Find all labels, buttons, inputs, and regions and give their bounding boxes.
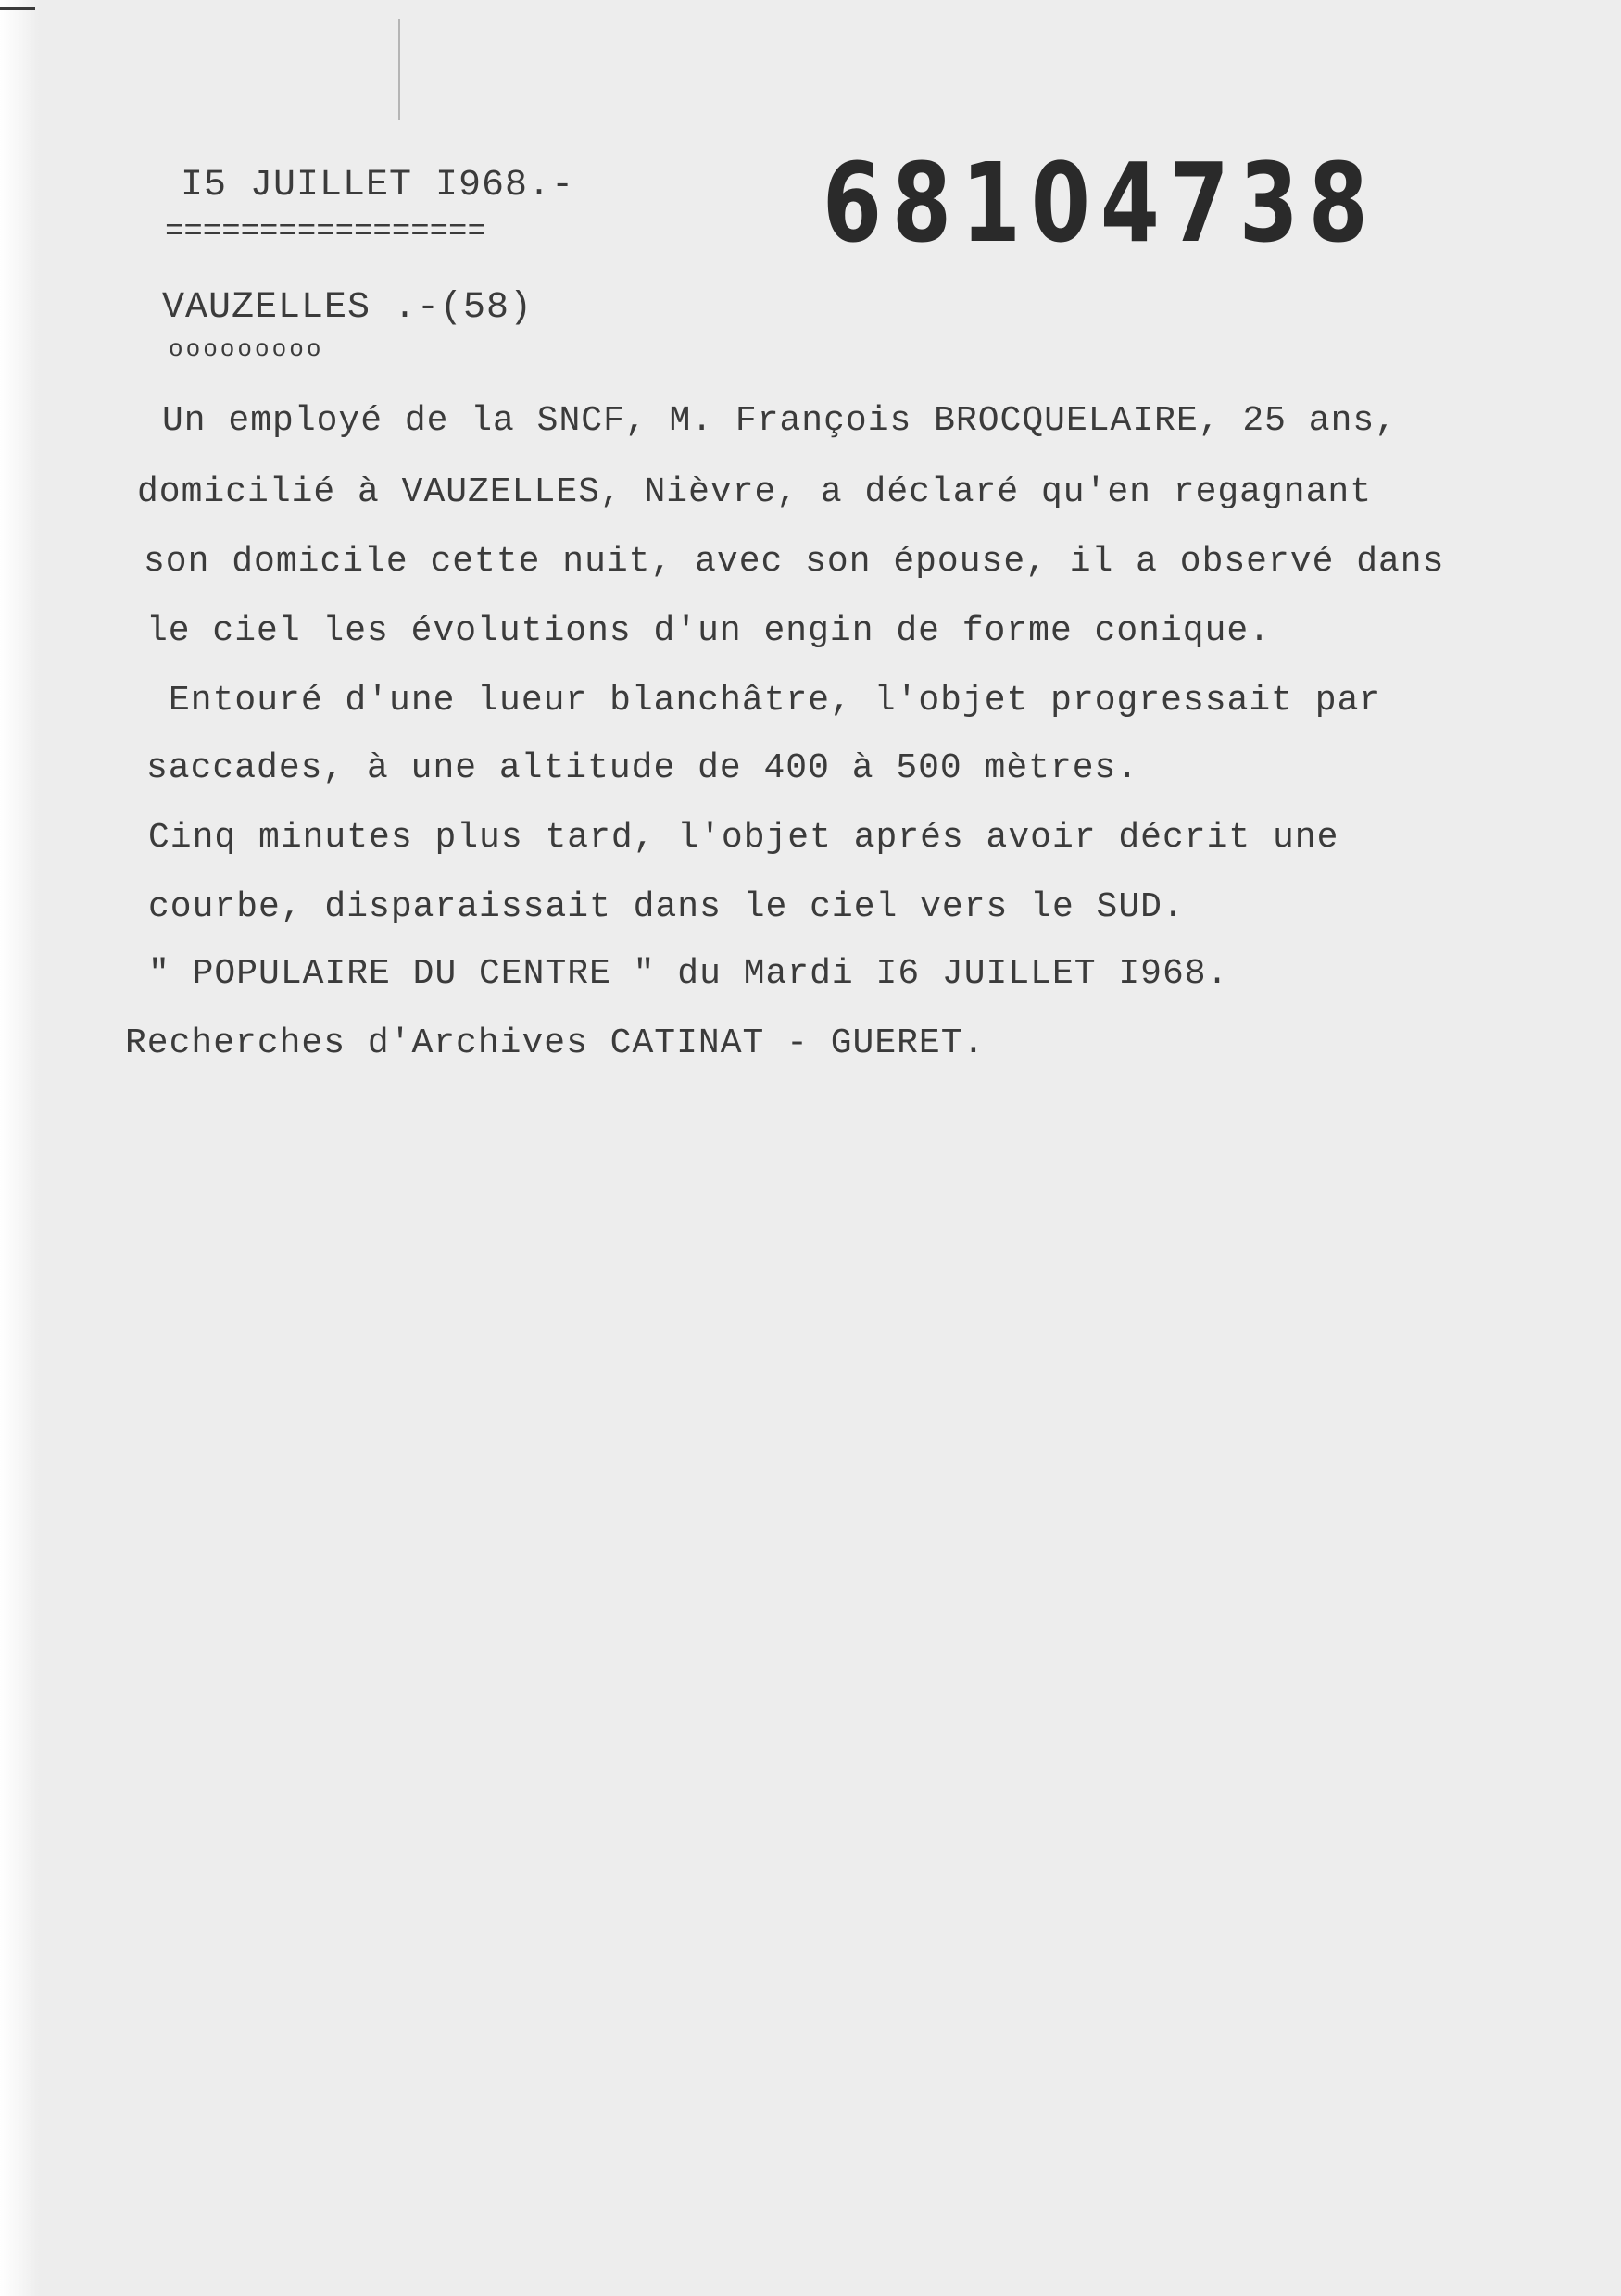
- body-line-6: saccades, à une altitude de 400 à 500 mètres.: [146, 748, 1139, 788]
- date-underline: =================: [165, 215, 486, 250]
- body-line-9: " POPULAIRE DU CENTRE " du Mardi I6 JUILLET I968.: [148, 954, 1229, 994]
- reference-number-stamp: 68104738: [823, 139, 1378, 267]
- body-line-1: Un employé de la SNCF, M. François BROCQUELAIRE, 25 ans,: [162, 401, 1398, 441]
- body-line-5: Entouré d'une lueur blanchâtre, l'objet progressait par: [169, 681, 1382, 721]
- scan-edge-shadow: [0, 0, 39, 2296]
- body-line-7: Cinq minutes plus tard, l'objet aprés avoir décrit une: [148, 818, 1339, 858]
- location-underline: ooooooooo: [169, 335, 324, 363]
- body-line-3: son domicile cette nuit, avec son épouse, il a observé dans: [144, 542, 1445, 582]
- location-line: VAUZELLES .-(58): [162, 287, 534, 329]
- body-line-4: le ciel les évolutions d'un engin de forme conique.: [146, 611, 1271, 651]
- body-line-2: domicilié à VAUZELLES, Nièvre, a déclaré qu'en regagnant: [137, 472, 1373, 512]
- source-line: Recherches d'Archives CATINAT - GUERET.: [125, 1023, 986, 1063]
- paper-crease: [398, 19, 400, 120]
- body-line-8: courbe, disparaissait dans le ciel vers le SUD.: [148, 887, 1185, 927]
- date-line: I5 JUILLET I968.-: [181, 165, 575, 207]
- scan-edge-mark: [0, 7, 35, 10]
